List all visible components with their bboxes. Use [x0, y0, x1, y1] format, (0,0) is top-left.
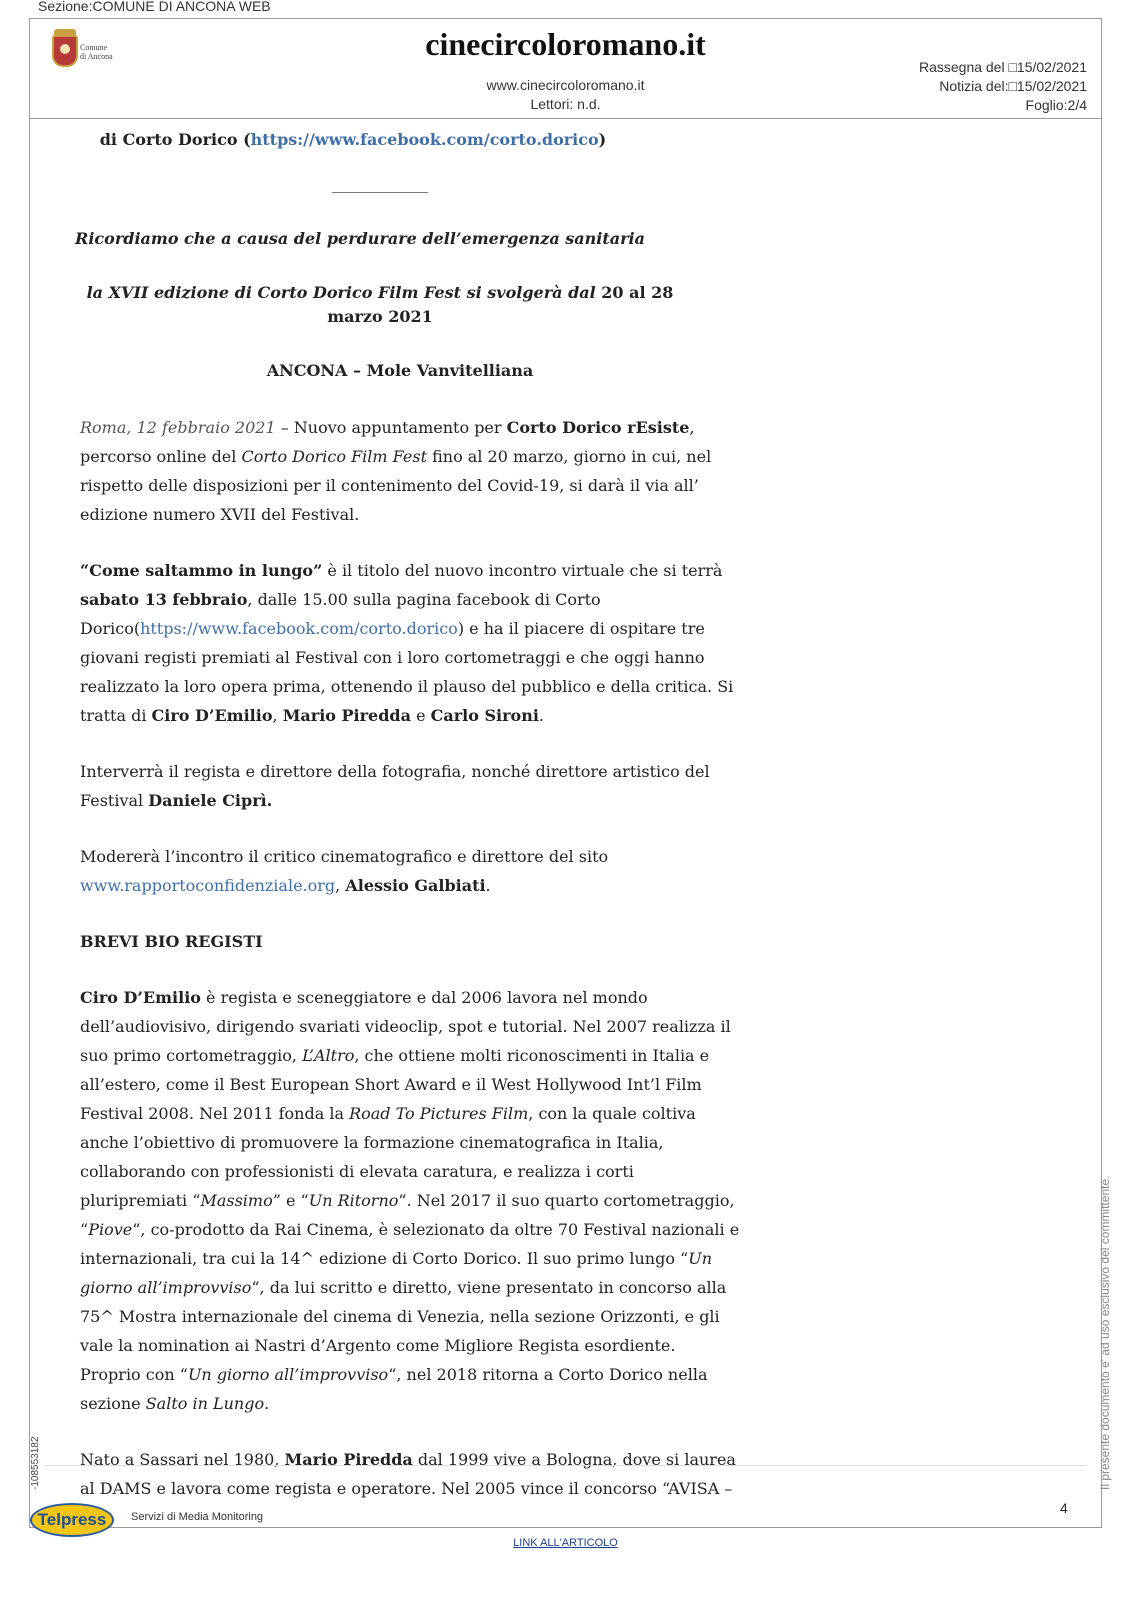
foglio: Foglio:2/4: [1025, 97, 1087, 113]
dateline: Roma, 12 febbraio 2021: [80, 418, 276, 437]
p5-text-7: “, da lui scritto e diretto, viene presentato in concorso alla 75^ Mostra internazionale del cinema di Venezia, nella sezione Orizzonti, e gli vale la nomination ai Nastri d’Argento come Migliore Regista esordiente. Proprio con “: [80, 1278, 727, 1384]
p2-bold-5: Carlo Sironi: [430, 706, 539, 725]
separator: ____________: [332, 174, 428, 193]
ref-suffix: ): [598, 130, 607, 149]
rapporto-link[interactable]: www.rapportoconfidenziale.org: [80, 876, 336, 895]
edizione-dates: 20 al 28 marzo 2021: [327, 283, 674, 326]
p1-text-1: – Nuovo appuntamento per: [275, 418, 507, 437]
document-code: -108553182: [30, 1436, 41, 1490]
p6-text-2: dal 1999 vive a Bologna, dove si laurea al DAMS e lavora come regista e operatore. Nel 2005 vince il concorso “AVISA –: [80, 1450, 736, 1498]
p2-bold-3: Ciro D’Emilio: [151, 706, 273, 725]
p5-text-3: , con la quale coltiva anche l’obiettivo di promuovere la formazione cinematografica in Italia, collaborando con professionisti di elevata caratura, e realizza i corti pluripremiati “: [80, 1104, 696, 1210]
p2-facebook-link[interactable]: https://www.facebook.com/corto.dorico: [140, 619, 458, 638]
p5-text-1: è regista e sceneggiatore e dal 2006 lavora nel mondo dell’audiovisivo, dirigendo svariati videoclip, spot e tutorial. Nel 2007 realizza il suo primo cortometraggio,: [80, 988, 731, 1065]
copyright-side-note: Il presente documento e' ad uso esclusivo del committente.: [1098, 1175, 1112, 1490]
paragraph-2: [80, 556, 740, 730]
p1-text-3: fino al 20 marzo, giorno in cui, nel rispetto delle disposizioni per il contenimento del Covid-19, si darà il via all’ edizione numero XVII del Festival.: [80, 447, 712, 524]
p3-text-1: Interverrà il regista e direttore della fotografia, nonché direttore artistico del Festival: [80, 762, 710, 810]
logo-line-1: Comune: [80, 43, 108, 52]
link-articolo[interactable]: LINK ALL'ARTICOLO: [513, 1537, 618, 1549]
p5-text-5: “. Nel 2017 il suo quarto cortometraggio, “: [80, 1191, 735, 1239]
telpress-logo: Telpress: [30, 1503, 114, 1537]
paragraph-1: [80, 413, 740, 529]
header-divider: [30, 118, 1101, 119]
logo-line-2: di Ancona: [80, 52, 113, 61]
paragraph-3: [80, 757, 740, 815]
notizia-date: Notizia del:□15/02/2021: [939, 78, 1087, 94]
edizione-text: la XVII edizione di Corto Dorico Film Fest si svolgerà dal: [86, 283, 602, 302]
p2-text-3: ) e ha il piacere di ospitare tre giovani registi premiati al Festival con i loro cortometraggi e che oggi hanno realizzato la loro opera prima, ottenendo il plauso del pubblico e della critica. Si tratta di: [80, 619, 734, 725]
p5-text-4: ” e “: [272, 1191, 309, 1210]
p5-text-6: “, co-prodotto da Rai Cinema, è selezionato da oltre 70 Festival nazionali e internazionali, tra cui la 14^ edizione di Corto Dorico. Il suo primo lungo “: [80, 1220, 740, 1268]
location-line: ANCONA – Mole Vanvitelliana: [266, 361, 534, 380]
p1-bold-1: Corto Dorico rEsiste: [506, 418, 690, 437]
p5-italic-5: Piove: [88, 1220, 133, 1239]
p4-text-1: Modererà l’incontro il critico cinematografico e direttore del sito: [80, 847, 609, 866]
edizione-line: [60, 281, 700, 329]
site-url: www.cinecircoloromano.it: [486, 77, 645, 93]
p5-italic-3: Massimo: [200, 1191, 273, 1210]
facebook-reference-line: [33, 128, 673, 152]
p6-bold-1: Mario Piredda: [284, 1450, 413, 1469]
p2-text-4: ,: [272, 706, 283, 725]
p5-italic-1: L’Altro: [302, 1046, 355, 1065]
facebook-link[interactable]: https://www.facebook.com/corto.dorico: [250, 130, 599, 149]
p2-bold-2: sabato 13 febbraio: [80, 590, 248, 609]
p2-text-5: e: [410, 706, 431, 725]
p5-italic-2: Road To Pictures Film: [349, 1104, 529, 1123]
p5-italic-4: Un Ritorno: [308, 1191, 399, 1210]
content-bottom-divider: [44, 1465, 1087, 1466]
p2-text-2: , dalle 15.00 sulla pagina facebook di Corto Dorico(: [80, 590, 601, 638]
p5-text-2: , che ottiene molti riconoscimenti in Italia e all’estero, come il Best European Short Award e il West Hollywood Int’l Film Festival 2008. Nel 2011 fonda la: [80, 1046, 710, 1123]
p3-bold-1: Daniele Ciprì.: [148, 791, 273, 810]
paragraph-6: [80, 1445, 740, 1503]
ref-prefix: di Corto Dorico (: [99, 130, 251, 149]
p5-text-9: .: [264, 1394, 270, 1413]
p5-italic-7: Un giorno all’improvviso: [187, 1365, 389, 1384]
servizi-label: Servizi di Media Monitoring: [131, 1511, 264, 1523]
ricordiamo-line: Ricordiamo che a causa del perdurare dell’emergenza sanitaria: [75, 229, 645, 248]
p1-italic-1: Corto Dorico Film Fest: [241, 447, 427, 466]
p2-text-6: .: [538, 706, 545, 725]
p5-text-8: “, nel 2018 ritorna a Corto Dorico nella sezione: [80, 1365, 708, 1413]
rassegna-date: Rassegna del □15/02/2021: [918, 59, 1087, 75]
site-title: cinecircoloromano.it: [425, 26, 706, 62]
p5-italic-8: Salto in Lungo: [145, 1394, 265, 1413]
article-body: [75, 128, 740, 1503]
p2-text-1: è il titolo del nuovo incontro virtuale che si terrà: [322, 561, 723, 580]
header-meta: [919, 58, 1087, 115]
page-number: 4: [1060, 1500, 1068, 1516]
paragraph-5: [80, 983, 740, 1418]
p2-bold-4: Mario Piredda: [282, 706, 411, 725]
p2-bold-1: “Come saltammo in lungo”: [80, 561, 323, 580]
section-label: Sezione:COMUNE DI ANCONA WEB: [38, 0, 271, 14]
p4-text-3: .: [485, 876, 491, 895]
p4-bold-1: Alessio Galbiati: [345, 876, 486, 895]
p5-bold-1: Ciro D’Emilio: [80, 988, 201, 1007]
bio-heading: BREVI BIO REGISTI: [80, 932, 263, 951]
p4-text-2: ,: [335, 876, 346, 895]
p6-text-1: Nato a Sassari nel 1980,: [80, 1450, 285, 1469]
p1-text-2: , percorso online del: [80, 418, 695, 466]
readers-count: Lettori: n.d.: [530, 96, 601, 112]
paragraph-4: [80, 842, 740, 900]
p5-italic-6: Un giorno all’improvviso: [80, 1249, 713, 1297]
